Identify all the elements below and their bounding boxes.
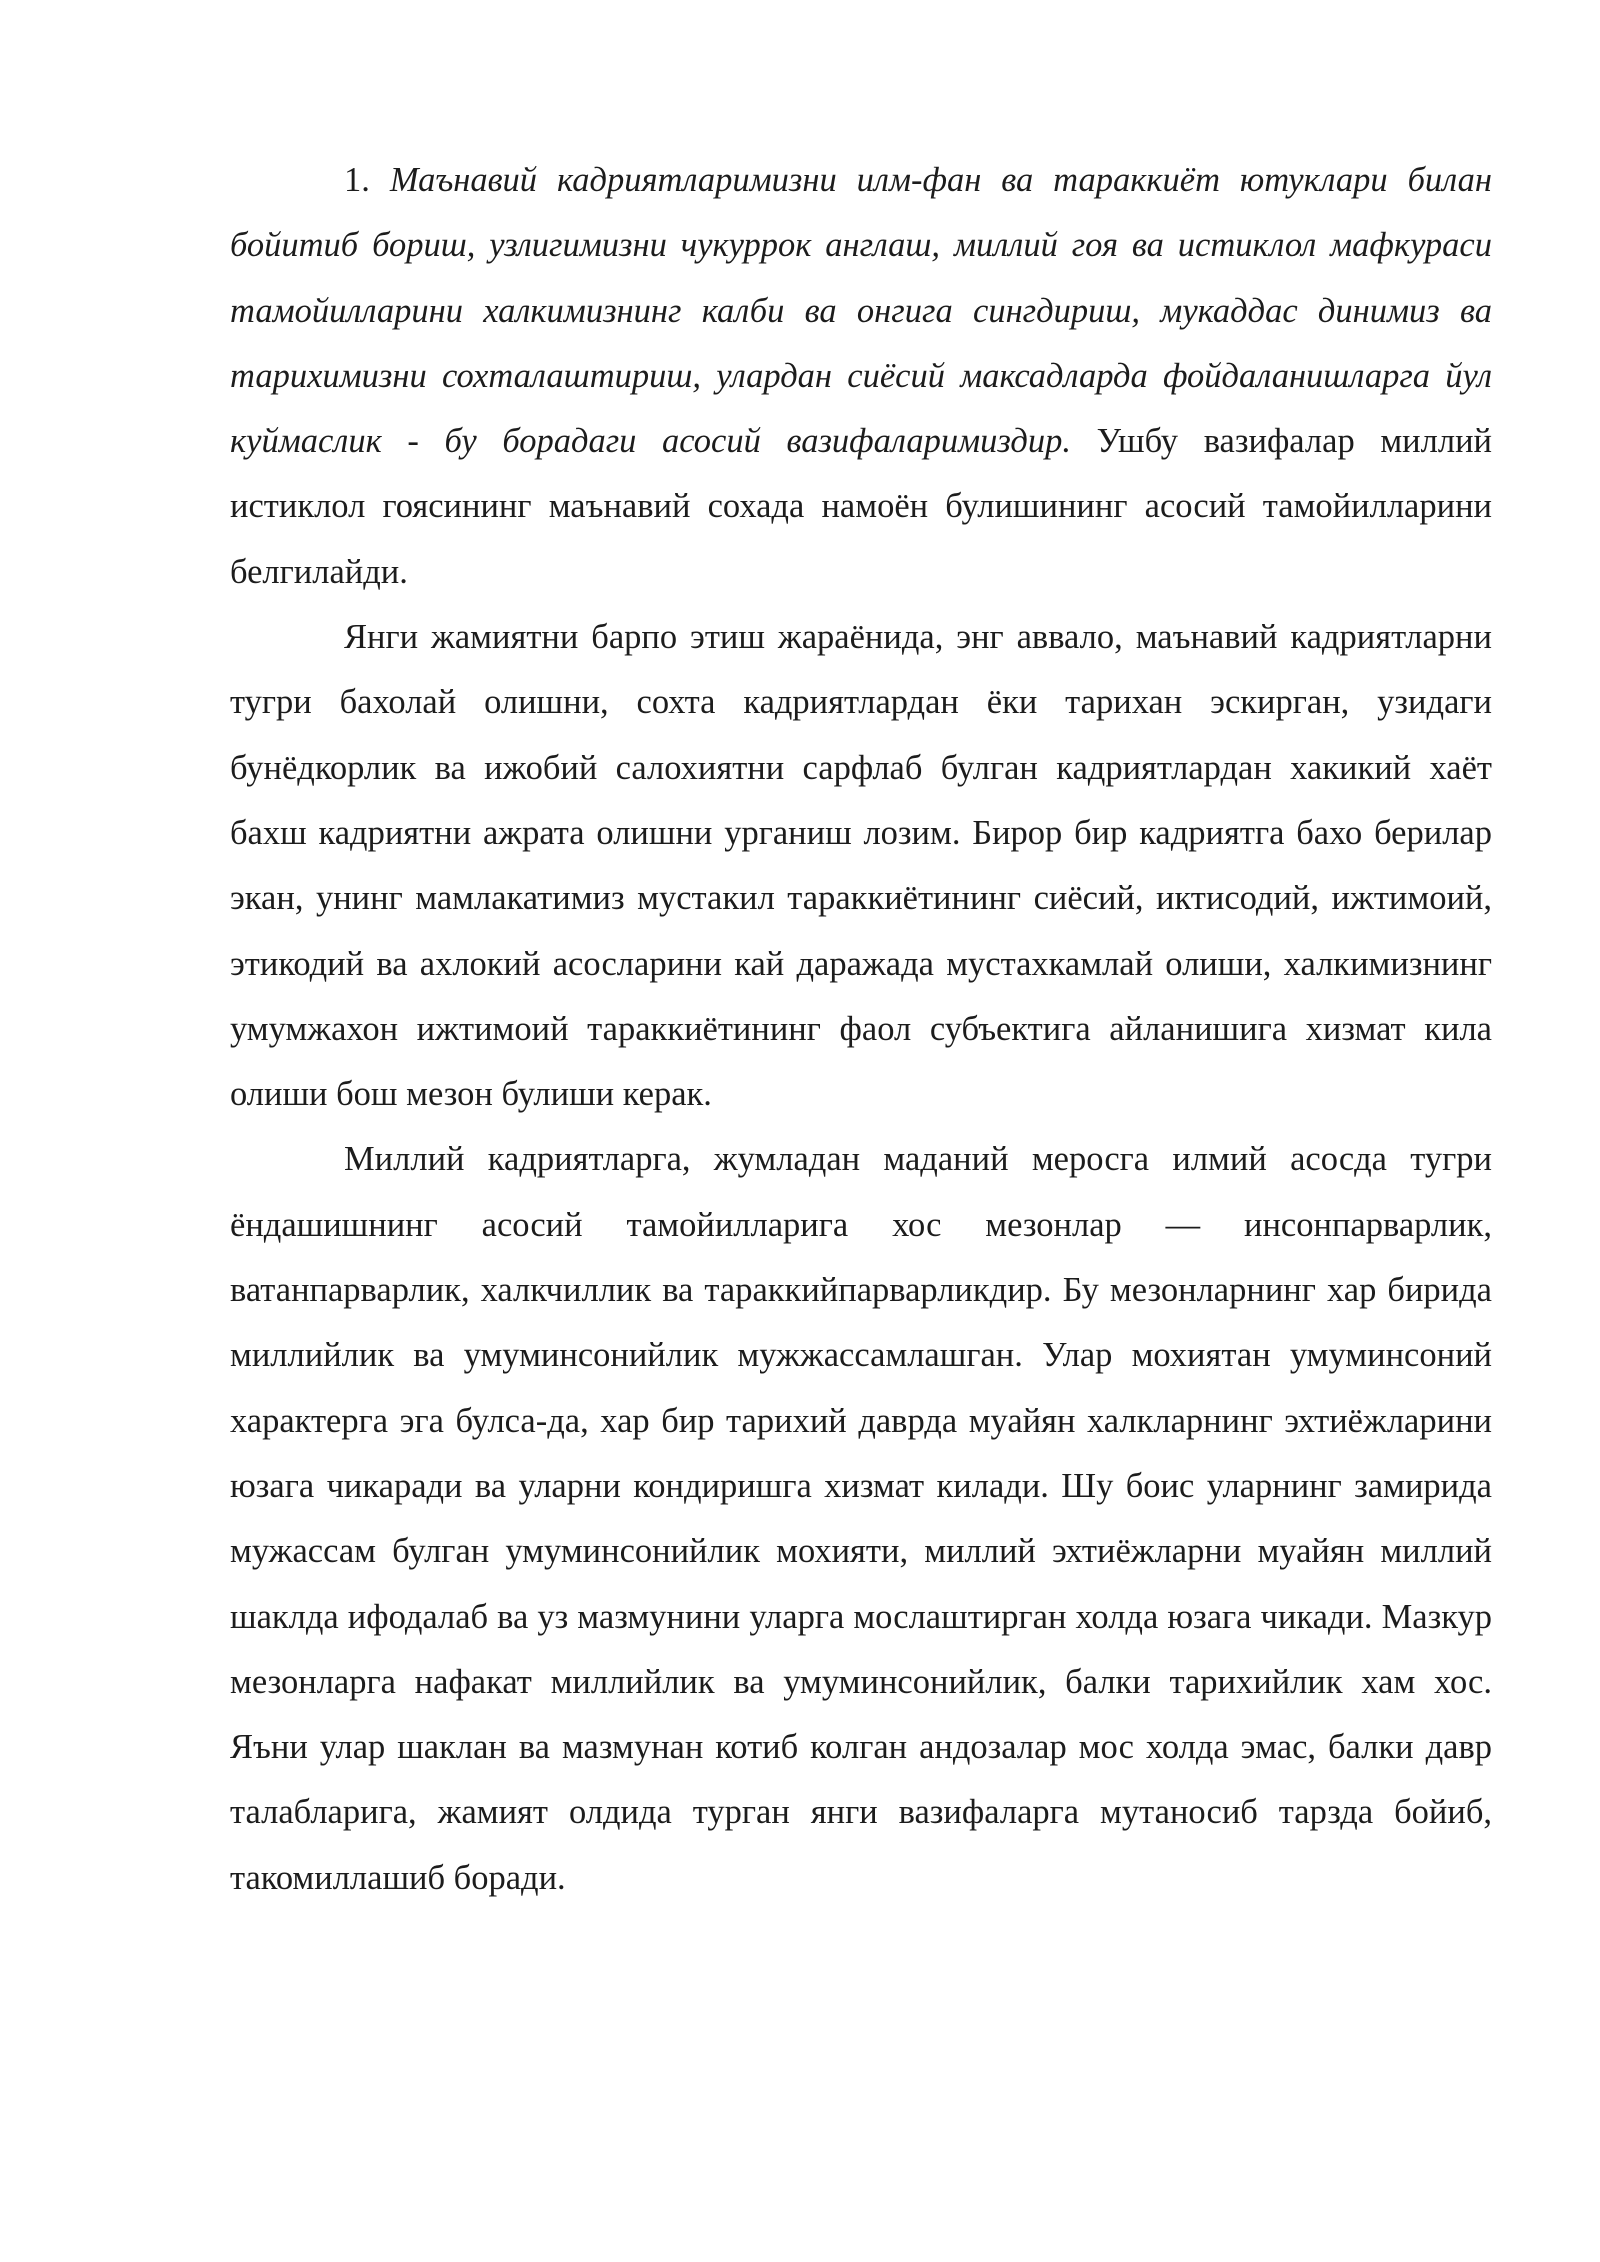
paragraph-3-text: Миллий кадриятларга, жумладан маданий меросга илмий асосда тугри ёндашишнинг асосий тамойилларига хос мезонлар — инсонпарварлик, ватанпарварлик, халкчиллик ва тараккийпарварликдир. Бу мезонларнинг хар бирида миллийлик ва умуминсонийлик мужжассамлашган. Улар мохиятан умуминсоний характерга эга булса-да, хар бир тарихий даврда муайян халкларнинг эхтиёжларини юзага чикаради ва уларни кондиришга хизмат килади. Шу боис уларнинг замирида мужассам булган умуминсонийлик мохияти, миллий эхтиёжларни муайян миллий шаклда ифодалаб ва уз мазмунини уларга мослаштирган холда юзага чикади. Мазкур мезонларга нафакат миллийлик ва умуминсонийлик, балки тарихийлик хам хос. Яъни улар шаклан ва мазмунан котиб колган андозалар мос холда эмас, балки давр талабларига, жамият олдида турган янги вазифаларга мутаносиб тарзда бойиб, такомиллашиб боради.	[230, 1140, 1492, 1897]
paragraph-3	[230, 1127, 1492, 1911]
paragraph-1-italic-text: Маънавий кадриятларимизни илм-фан ва тараккиёт ютуклари билан бойитиб бориш, узлигимизни чукуррок англаш, миллий гоя ва истиклол мафкураси тамойилларини халкимизнинг калби ва онгига сингдириш, мукаддас динимиз ва тарихимизни сохталаштириш, улардан сиёсий максадларда фойдаланишларга йул куймаслик - бу борадаги асосий вазифаларимиздир.	[230, 161, 1493, 461]
paragraph-2-text: Янги жамиятни барпо этиш жараёнида, энг аввало, маънавий кадриятларни тугри бахолай олишни, сохта кадриятлардан ёки тарихан эскирган, узидаги бунёдкорлик ва ижобий салохиятни сарфлаб булган кадриятлардан хакикий хаёт бахш кадриятни ажрата олишни урганиш лозим. Бирор бир кадриятга бахо берилар экан, унинг мамлакатимиз мустакил тараккиётининг сиёсий, иктисодий, ижтимоий, этикодий ва ахлокий асосларини кай даражада мустахкамлай олиши, халкимизнинг умумжахон ижтимоий тараккиётининг фаол субъектига айланишига хизмат кила олиши бош мезон булиши керак.	[230, 618, 1492, 1114]
document-body	[230, 148, 1492, 1911]
paragraph-1	[230, 148, 1492, 605]
paragraph-number: 1.	[344, 161, 390, 199]
paragraph-1-text: Ушбу вазифалар миллий истиклол гоясининг маънавий сохада намоён булишининг асосий тамойилларини белгилайди.	[230, 422, 1492, 591]
paragraph-2	[230, 605, 1492, 1127]
